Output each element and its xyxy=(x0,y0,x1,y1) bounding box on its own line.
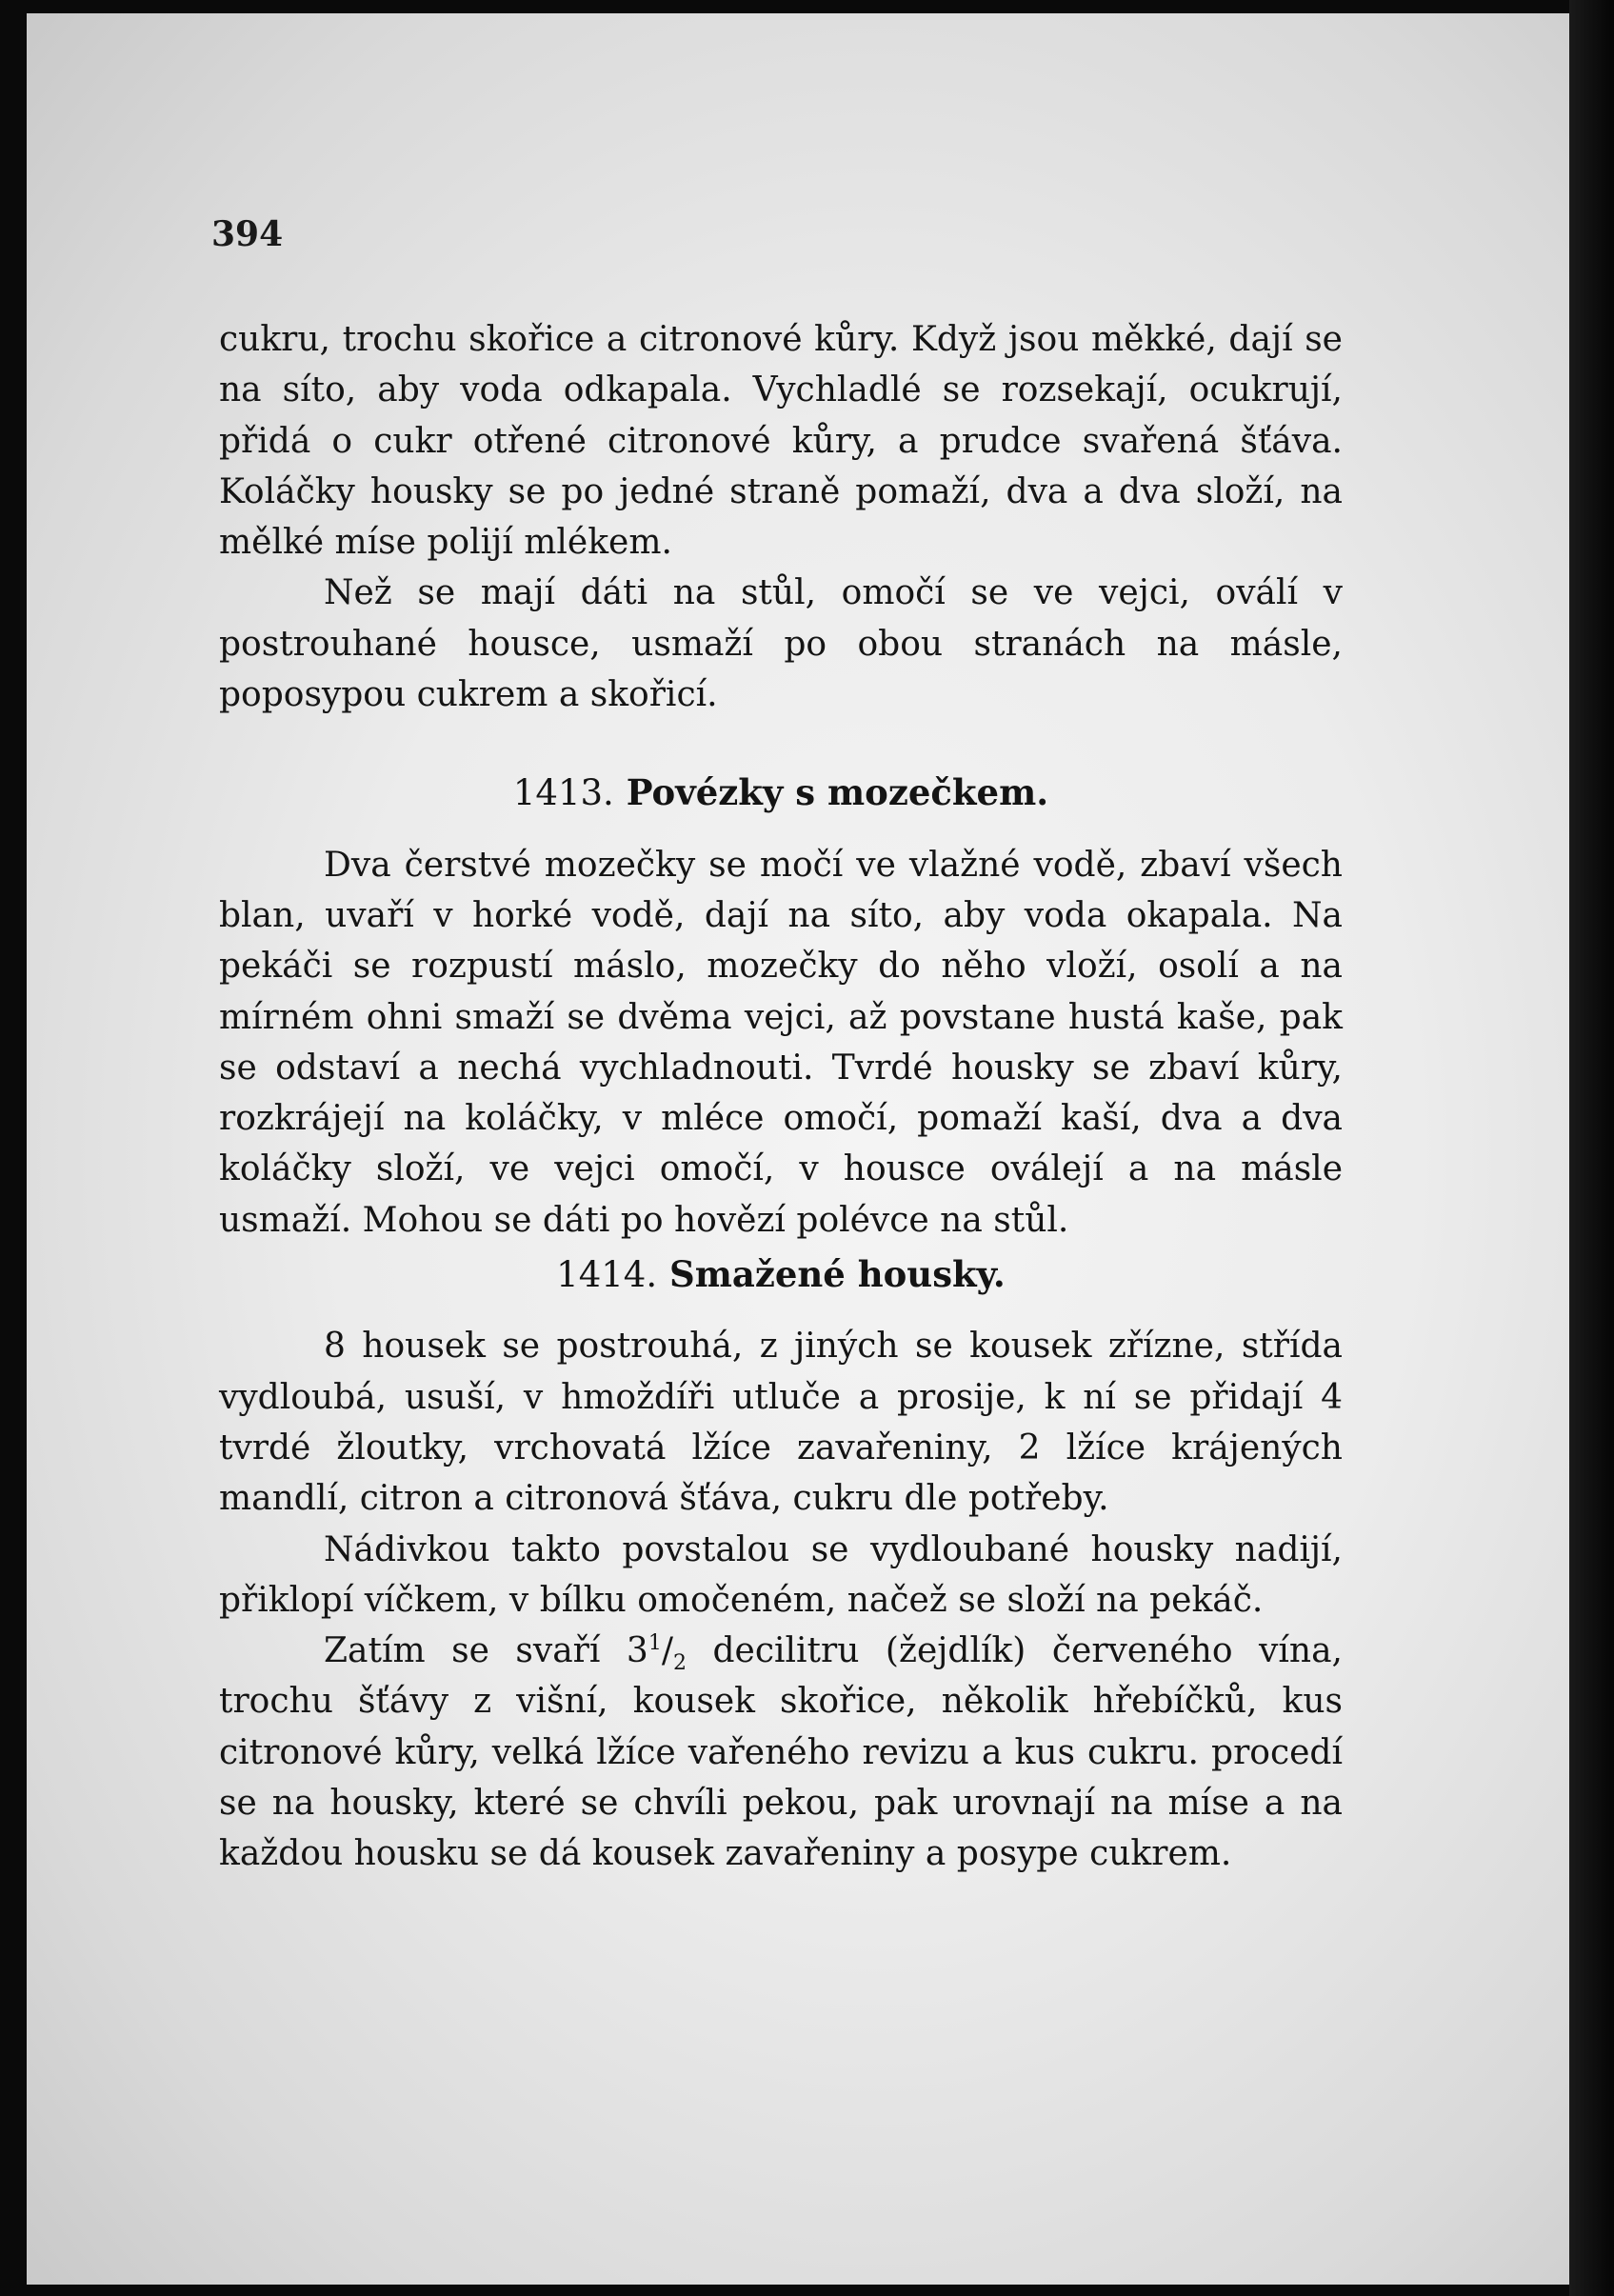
text-fragment: Zatím se svaří 3 xyxy=(324,1631,648,1671)
text-fragment: decilitru (žejdlík) červeného vína, trochu šťávy z višní, kousek skořice, několik hřebíčků, kus citronové kůry, velká lžíce vařeného revizu a kus cukru. procedí se na housky, které se chvíli pekou, pak urovnají na míse a na každou housku se dá kousek zavařeniny a posype cukrem. xyxy=(219,1631,1343,1874)
page-edge-shadow xyxy=(1569,0,1614,2296)
recipe-title: Smažené housky. xyxy=(669,1253,1006,1296)
recipe-1413-text: Dva čerstvé mozečky se močí ve vlažné vodě, zbaví všech blan, uvaří v horké vodě, dají na síto, aby voda okapala. Na pekáči se rozpustí máslo, mozečky do něho vloží, osolí a na mírném ohni smaží se dvěma vejci, až povstane hustá kaše, pak se odstaví a nechá vychladnouti. Tvrdé housky se zbaví kůry, rozkrájejí na koláčky, v mléce omočí, pomaží kaší, dva a dva koláčky složí, ve vejci omočí, v housce oválejí a na másle usmaží. Mohou se dáti po hovězí polévce na stůl. xyxy=(219,845,1343,1240)
serving-paragraph: Než se mají dáti na stůl, omočí se ve vejci, oválí v postrouhané housce, usmaží po obou stranách na másle, poposypou cukrem a skořicí. xyxy=(219,573,1343,715)
fraction-denominator: 2 xyxy=(672,1651,687,1676)
recipe-1414-text-3 xyxy=(219,1626,1343,1879)
fraction-numerator: 1 xyxy=(648,1631,662,1656)
recipe-title: Povézky s mozečkem. xyxy=(626,771,1049,814)
recipe-number: 1413. xyxy=(512,772,614,814)
recipe-heading-1413 xyxy=(219,768,1343,818)
recipe-number: 1414. xyxy=(556,1254,658,1296)
page-number: 394 xyxy=(211,214,284,254)
continued-paragraph: cukru, trochu skořice a citronové kůry. Když jsou měkké, dají se na síto, aby voda odkapala. Vychladlé se rozsekají, ocukrují, přidá o cukr otřené citronové kůry, a prudce svařená šťáva. Koláčky housky se po jedné straně pomaží, dva a dva složí, na mělké míse polijí mlékem. xyxy=(219,320,1343,563)
recipe-1414-text-2: Nádivkou takto povstalou se vydloubané housky nadijí, přiklopí víčkem, v bílku omočeném, načež se složí na pekáč. xyxy=(219,1529,1343,1620)
fraction-slash: / xyxy=(661,1631,673,1671)
page-body xyxy=(219,314,1343,1880)
recipe-heading-1414 xyxy=(219,1249,1343,1300)
recipe-1414-text-1: 8 housek se postrouhá, z jiných se kousek zřízne, střída vydloubá, usuší, v hmoždíři utluče a prosije, k ní se přidají 4 tvrdé žloutky, vrchovatá lžíce zavařeniny, 2 lžíce krájených mandlí, citron a citronová šťáva, cukru dle potřeby. xyxy=(219,1327,1343,1519)
